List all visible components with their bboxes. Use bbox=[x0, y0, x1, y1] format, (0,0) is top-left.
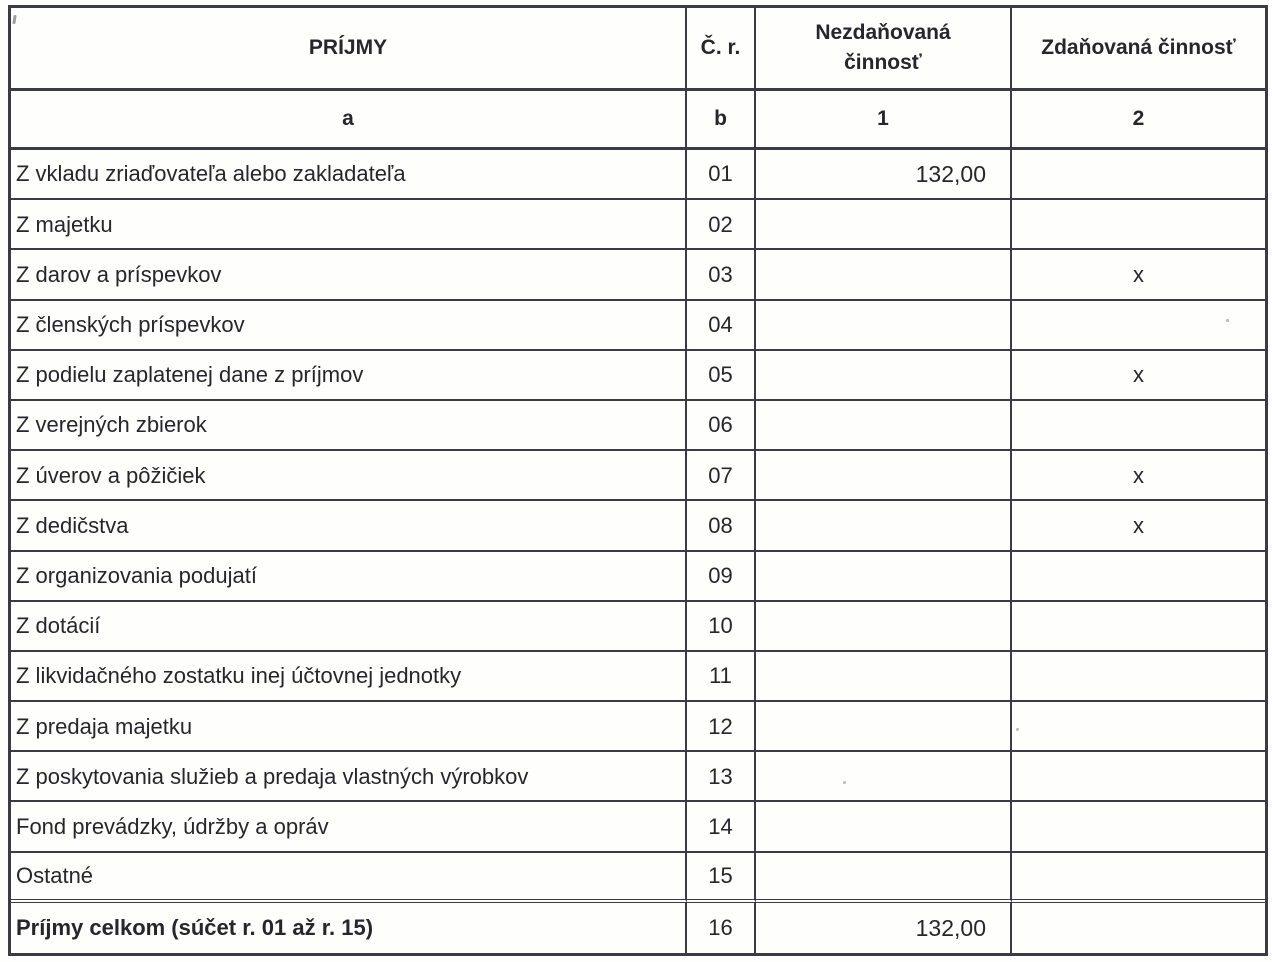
row-label bbox=[11, 652, 687, 702]
cell-nontaxed-value bbox=[756, 501, 1012, 551]
scan-speck bbox=[1016, 728, 1019, 731]
header-taxed-activity-label: Zdaňovaná činnosť bbox=[1041, 35, 1236, 59]
cell-taxed-value bbox=[1012, 501, 1265, 551]
row-label-text: Z podielu zaplatenej dane z príjmov bbox=[16, 362, 364, 388]
row-label bbox=[11, 250, 687, 300]
row-number bbox=[687, 752, 756, 802]
cell-nontaxed-value bbox=[756, 802, 1012, 852]
row-number-text: 15 bbox=[708, 863, 733, 889]
cell-taxed-value-text: x bbox=[1133, 261, 1144, 287]
cell-nontaxed-value bbox=[756, 200, 1012, 250]
cell-nontaxed-value-text: 132,00 bbox=[915, 160, 986, 187]
cell-taxed-value bbox=[1012, 853, 1265, 903]
cell-nontaxed-value bbox=[756, 301, 1012, 351]
cell-taxed-value bbox=[1012, 652, 1265, 702]
row-number-text: 02 bbox=[708, 211, 733, 237]
cell-nontaxed-value bbox=[756, 752, 1012, 802]
row-label-text: Z poskytovania služieb a predaja vlastných výrobkov bbox=[16, 763, 529, 789]
cell-nontaxed-value bbox=[756, 401, 1012, 451]
cell-nontaxed-value bbox=[756, 853, 1012, 903]
row-number-text: 13 bbox=[708, 763, 733, 789]
header-row-number bbox=[687, 8, 756, 91]
row-number bbox=[687, 602, 756, 652]
cell-taxed-value bbox=[1012, 301, 1265, 351]
subheader-b-label: b bbox=[714, 106, 727, 130]
row-number-text: 04 bbox=[708, 312, 733, 337]
row-label-text: Z členských príspevkov bbox=[16, 312, 245, 337]
header-taxed-activity bbox=[1012, 8, 1265, 91]
cell-taxed-value-text: x bbox=[1133, 362, 1144, 388]
row-label-text: Z predaja majetku bbox=[16, 713, 193, 739]
row-label-text: Z dotácií bbox=[16, 613, 101, 639]
row-label bbox=[11, 401, 687, 451]
cell-nontaxed-value bbox=[756, 351, 1012, 401]
cell-nontaxed-value bbox=[756, 150, 1012, 200]
subheader-2-label: 2 bbox=[1132, 106, 1145, 130]
row-label bbox=[11, 200, 687, 250]
cell-nontaxed-value bbox=[756, 451, 1012, 501]
row-label-text: Ostatné bbox=[16, 863, 94, 889]
cell-nontaxed-value bbox=[756, 652, 1012, 702]
cell-taxed-value bbox=[1012, 150, 1265, 200]
row-number bbox=[687, 501, 756, 551]
row-number bbox=[687, 250, 756, 300]
row-number-text: 16 bbox=[708, 915, 733, 941]
row-number bbox=[687, 451, 756, 501]
row-label bbox=[11, 351, 687, 401]
header-prijmy bbox=[11, 8, 687, 91]
row-number bbox=[687, 401, 756, 451]
cell-taxed-value bbox=[1012, 250, 1265, 300]
row-number-text: 09 bbox=[708, 562, 733, 588]
row-label-text: Z likvidačného zostatku inej účtovnej jednotky bbox=[16, 663, 462, 689]
header-nontaxed-activity-label: Nezdaňovaná činnosť bbox=[815, 20, 951, 74]
cell-taxed-value bbox=[1012, 200, 1265, 250]
row-label-text: Z úverov a pôžičiek bbox=[16, 462, 206, 488]
row-number bbox=[687, 552, 756, 602]
cell-nontaxed-value bbox=[756, 250, 1012, 300]
row-label-text: Z verejných zbierok bbox=[16, 412, 207, 438]
row-label-text: Z vkladu zriaďovateľa alebo zakladateľa bbox=[16, 161, 406, 187]
row-number bbox=[687, 150, 756, 200]
cell-taxed-value bbox=[1012, 351, 1265, 401]
cell-taxed-value-text: x bbox=[1133, 512, 1144, 538]
row-number bbox=[687, 351, 756, 401]
row-number bbox=[687, 301, 756, 351]
cell-taxed-value bbox=[1012, 602, 1265, 652]
row-number bbox=[687, 802, 756, 852]
cell-nontaxed-value bbox=[756, 602, 1012, 652]
row-number-text: 12 bbox=[708, 713, 733, 739]
cell-nontaxed-value-text: 132,00 bbox=[915, 914, 986, 941]
row-label-text: Príjmy celkom (súčet r. 01 až r. 15) bbox=[16, 915, 374, 941]
row-label bbox=[11, 150, 687, 200]
cell-taxed-value bbox=[1012, 451, 1265, 501]
row-number-text: 06 bbox=[708, 412, 733, 438]
cell-nontaxed-value bbox=[756, 903, 1012, 953]
cell-taxed-value bbox=[1012, 552, 1265, 602]
row-number-text: 07 bbox=[708, 462, 733, 488]
cell-taxed-value-text: x bbox=[1133, 462, 1144, 488]
cell-taxed-value bbox=[1012, 752, 1265, 802]
row-label-text: Z darov a príspevkov bbox=[16, 261, 222, 287]
row-number-text: 08 bbox=[708, 512, 733, 538]
row-number bbox=[687, 652, 756, 702]
scan-speck bbox=[843, 781, 846, 784]
row-label bbox=[11, 552, 687, 602]
header-row-number-label: Č. r. bbox=[700, 35, 741, 59]
row-number-text: 03 bbox=[708, 261, 733, 287]
row-number bbox=[687, 702, 756, 752]
scan-speck bbox=[1226, 319, 1229, 322]
row-label bbox=[11, 752, 687, 802]
cell-taxed-value bbox=[1012, 903, 1265, 953]
row-number bbox=[687, 200, 756, 250]
row-label bbox=[11, 903, 687, 953]
row-label bbox=[11, 451, 687, 501]
row-number-text: 14 bbox=[708, 813, 733, 839]
subheader-b bbox=[687, 91, 756, 150]
row-label bbox=[11, 802, 687, 852]
row-label-text: Z majetku bbox=[16, 211, 113, 237]
row-number-text: 01 bbox=[708, 161, 733, 187]
row-number bbox=[687, 853, 756, 903]
row-label bbox=[11, 602, 687, 652]
row-label bbox=[11, 301, 687, 351]
row-number-text: 05 bbox=[708, 362, 733, 388]
cell-nontaxed-value bbox=[756, 702, 1012, 752]
header-nontaxed-activity bbox=[756, 8, 1012, 91]
row-number bbox=[687, 903, 756, 953]
cell-taxed-value bbox=[1012, 802, 1265, 852]
income-table bbox=[8, 5, 1268, 956]
subheader-2 bbox=[1012, 91, 1265, 150]
subheader-1-label: 1 bbox=[877, 106, 889, 130]
row-label bbox=[11, 853, 687, 903]
row-number-text: 10 bbox=[708, 613, 733, 639]
row-label bbox=[11, 501, 687, 551]
row-label bbox=[11, 702, 687, 752]
cell-taxed-value bbox=[1012, 401, 1265, 451]
subheader-1 bbox=[756, 91, 1012, 150]
row-label-text: Z organizovania podujatí bbox=[16, 562, 257, 588]
row-number-text: 11 bbox=[709, 663, 732, 689]
row-label-text: Z dedičstva bbox=[16, 512, 129, 538]
cell-nontaxed-value bbox=[756, 552, 1012, 602]
cell-taxed-value bbox=[1012, 702, 1265, 752]
subheader-a-label: a bbox=[342, 106, 354, 130]
row-label-text: Fond prevádzky, údržby a opráv bbox=[16, 813, 329, 839]
subheader-a bbox=[11, 91, 687, 150]
header-prijmy-label: PRÍJMY bbox=[308, 35, 388, 59]
